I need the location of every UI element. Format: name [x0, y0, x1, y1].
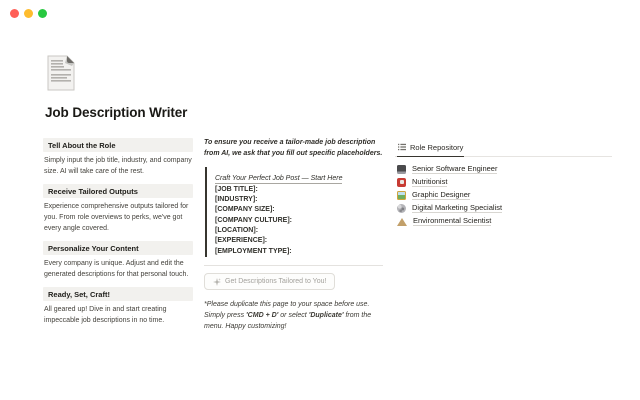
prompt-quote-block — [205, 167, 383, 257]
section-body: Simply input the job title, industry, and company size. AI will take care of the rest. — [44, 157, 192, 175]
placeholder-job-title: [JOB TITLE]: — [215, 185, 258, 193]
role-repository-column — [395, 138, 612, 333]
role-item-label: Nutritionist — [412, 177, 448, 186]
placeholder-experience: [EXPERIENCE]: — [215, 237, 268, 245]
intro-note: To ensure you receive a tailor-made job description from AI, we ask that you fill out specific placeholders. — [204, 139, 383, 157]
document-page-icon[interactable] — [46, 55, 76, 91]
window-controls — [10, 9, 47, 18]
placeholder-employment-type: [EMPLOYMENT TYPE]: — [215, 247, 292, 255]
section-heading: Tell About the Role — [43, 138, 193, 152]
role-item-label: Environmental Scientist — [413, 216, 492, 225]
role-item-senior-software-engineer[interactable] — [395, 163, 612, 176]
section-receive-outputs — [43, 184, 193, 234]
craft-job-post-link[interactable]: Craft Your Perfect Job Post — Start Here — [215, 174, 342, 184]
placeholder-location: [LOCATION]: — [215, 227, 259, 235]
database-view-tabs — [395, 138, 612, 157]
role-item-label: Graphic Designer — [412, 190, 471, 199]
role-item-label: Senior Software Engineer — [412, 164, 498, 173]
get-descriptions-button-label: Get Descriptions Tailored to You! — [225, 278, 327, 286]
section-personalize-content — [43, 241, 193, 280]
section-ready-set-craft — [43, 287, 193, 326]
get-descriptions-button[interactable] — [204, 273, 335, 290]
section-heading: Personalize Your Content — [43, 241, 193, 255]
role-list — [395, 163, 612, 228]
duplicate-note: *Please duplicate this page to your space before use. Simply press 'CMD + D' or select 'Duplicate' from the menu. Happy customizing! — [204, 300, 372, 330]
placeholder-company-culture: [COMPANY CULTURE]: — [215, 216, 292, 224]
zoom-window-button[interactable] — [38, 9, 47, 18]
list-view-icon — [398, 143, 406, 151]
red-apple-icon — [397, 178, 406, 187]
content-columns — [43, 138, 612, 333]
divider — [204, 265, 383, 266]
section-heading: Ready, Set, Craft! — [43, 287, 193, 301]
mountain-icon — [397, 218, 407, 226]
role-item-graphic-designer[interactable] — [395, 189, 612, 202]
how-it-works-column — [43, 138, 193, 333]
role-item-nutritionist[interactable] — [395, 176, 612, 189]
section-tell-about-role — [43, 138, 193, 177]
tab-role-repository[interactable] — [397, 141, 464, 157]
close-window-button[interactable] — [10, 9, 19, 18]
framed-picture-icon — [397, 191, 406, 200]
laptop-icon — [397, 165, 406, 174]
tab-role-repository-label: Role Repository — [410, 142, 464, 152]
role-item-label: Digital Marketing Specialist — [412, 203, 503, 212]
role-item-environmental-scientist[interactable] — [395, 215, 612, 228]
placeholder-industry: [INDUSTRY]: — [215, 196, 258, 204]
section-body: Every company is unique. Adjust and edit the generated descriptions for that personal touch. — [44, 260, 189, 278]
section-body: Experience comprehensive outputs tailored for you. From role overviews to perks, we've got every angle covered. — [44, 203, 189, 232]
prompt-column — [204, 138, 383, 333]
section-heading: Receive Tailored Outputs — [43, 184, 193, 198]
globe-icon — [397, 204, 406, 213]
page-title: Job Description Writer — [45, 105, 188, 120]
placeholder-company-size: [COMPANY SIZE]: — [215, 206, 275, 214]
sparkle-icon — [213, 278, 221, 286]
section-body: All geared up! Dive in and start creating impeccable job descriptions in no time. — [44, 306, 167, 324]
role-item-digital-marketing-specialist[interactable] — [395, 202, 612, 215]
minimize-window-button[interactable] — [24, 9, 33, 18]
